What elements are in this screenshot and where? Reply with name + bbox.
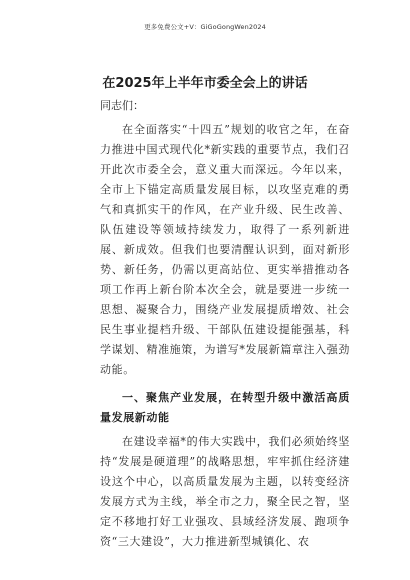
section-heading: 一、聚焦产业发展，在转型升级中激活高质量发展新动能 [100, 391, 350, 424]
watermark-text: 更多免费公文+V：GiGoGongWen2024 [144, 23, 266, 31]
salutation: 同志们： [100, 99, 144, 112]
intro-paragraph: 在全面落实“十四五”规划的收官之年，在奋力推进中国式现代化*新实践的重要节点，我们召开此次市委全会，意义重大而深远。今年以来，全市上下锚定高质量发展目标，以攻坚克难的勇气和真抓实干的作风，在产业升级、民生改善、队伍建设等领域持续发力，取得了一系列新进展、新成效。但我们也要清醒认识到，面对新形势、新任务，仍需以更高站位、更实举措推动各项工作再上新台阶本次全会，就是要进一步统一思想、凝聚合力，围绕产业发展提质增效、社会民生事业提档升级、干部队伍建设提能强基，科学谋划、精准施策，为谱写*发展新篇章注入强劲动能。 [100, 123, 350, 376]
section-paragraph: 在建设幸福*的伟大实践中，我们必须始终坚持“发展是硬道理”的战略思想，牢牢抓住经济建设这个中心，以高质量发展为主题，以转变经济发展方式为主线，举全市之力，聚全民之智，坚定不移地打好工业强攻、县域经济发展、跑项争资“三大建设”，大力推进新型城镇化、农 [100, 435, 350, 548]
document-title: 在2025年上半年市委全会上的讲话 [102, 76, 308, 91]
document-body [100, 96, 350, 552]
